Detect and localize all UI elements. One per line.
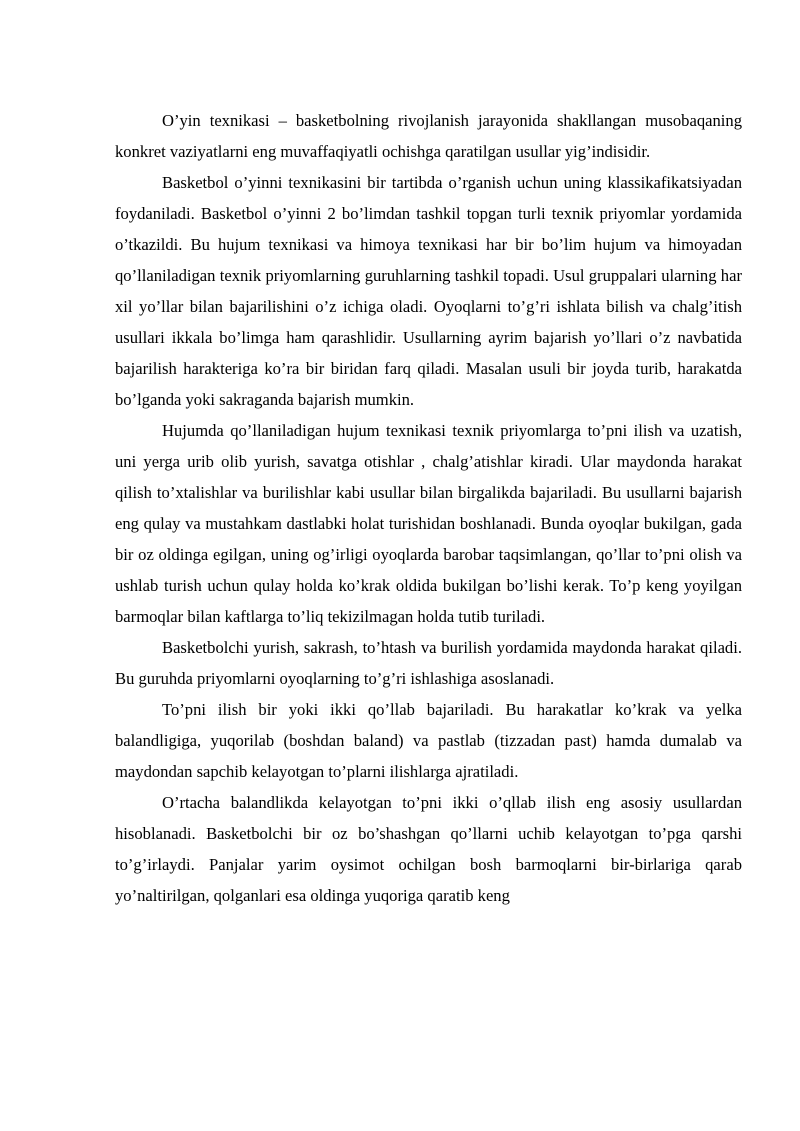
document-body [115, 105, 742, 911]
paragraph-definition: O’yin texnikasi – basketbolning rivojlanish jarayonida shakllangan musobaqaning konkret vaziyatlarni eng muvaffaqiyatli ochishga qaratilgan usullar yig’indisidir. [115, 111, 742, 161]
paragraph-ball-catching: To’pni ilish bir yoki ikki qo’llab bajariladi. Bu harakatlar ko’krak va yelka balandligiga, yuqorilab (boshdan baland) va pastlab (tizzadan past) hamda dumalab va maydondan sapchib kelayotgan to’plarni ilishlarga ajratiladi. [115, 700, 742, 781]
paragraph-two-hand-catch: O’rtacha balandlikda kelayotgan to’pni ikki o’qllab ilish eng asosiy usullardan hisoblanadi. Basketbolchi bir oz bo’shashgan qo’llarni uchib kelayotgan to’pga qarshi to’g’irlaydi. Panjalar yarim oysimot ochilgan bosh barmoqlarni bir-birlariga qarab yo’naltirilgan, qolganlari esa oldinga yuqoriga qaratib keng [115, 793, 742, 905]
paragraph-attack-technique: Hujumda qo’llaniladigan hujum texnikasi texnik priyomlarga to’pni ilish va uzatish, uni yerga urib olib yurish, savatga otishlar , chalg’atishlar kiradi. Ular maydonda harakat qilish to’xtalishlar va burilishlar kabi usullar bilan birgalikda bajariladi. Bu usullarni bajarish eng qulay va mustahkam dastlabki holat turishidan boshlanadi. Bunda oyoqlar bukilgan, gada bir oz oldinga egilgan, uning og’irligi oyoqlarda barobar taqsimlangan, qo’llar to’pni olish va ushlab turish uchun qulay holda ko’krak oldida bukilgan bo’lishi kerak. To’p keng yoyilgan barmoqlar bilan kaftlarga to’liq tekizilmagan holda tutib turiladi. [115, 421, 742, 626]
paragraph-classification: Basketbol o’yinni texnikasini bir tartibda o’rganish uchun uning klassikafikatsiyadan foydaniladi. Basketbol o’yinni 2 bo’limdan tashkil topgan turli texnik priyomlar yordamida o’tkazildi. Bu hujum texnikasi va himoya texnikasi har bir bo’lim hujum va himoyadan qo’llaniladigan texnik priyomlarning guruhlarning tashkil topadi. Usul gruppalari ularning har xil yo’llar bilan bajarilishini o’z ichiga oladi. Oyoqlarni to’g’ri ishlata bilish va chalg’itish usullari ikkala bo’limga ham qarashlidir. Usullarning ayrim bajarish yo’llari o’z navbatida bajarilish harakteriga ko’ra bir biridan farq qiladi. Masalan usuli bir joyda turib, harakatda bo’lganda yoki sakraganda bajarish mumkin. [115, 173, 742, 409]
paragraph-movement: Basketbolchi yurish, sakrash, to’htash va burilish yordamida maydonda harakat qiladi. Bu guruhda priyomlarni oyoqlarning to’g’ri ishlashiga asoslanadi. [115, 638, 742, 688]
